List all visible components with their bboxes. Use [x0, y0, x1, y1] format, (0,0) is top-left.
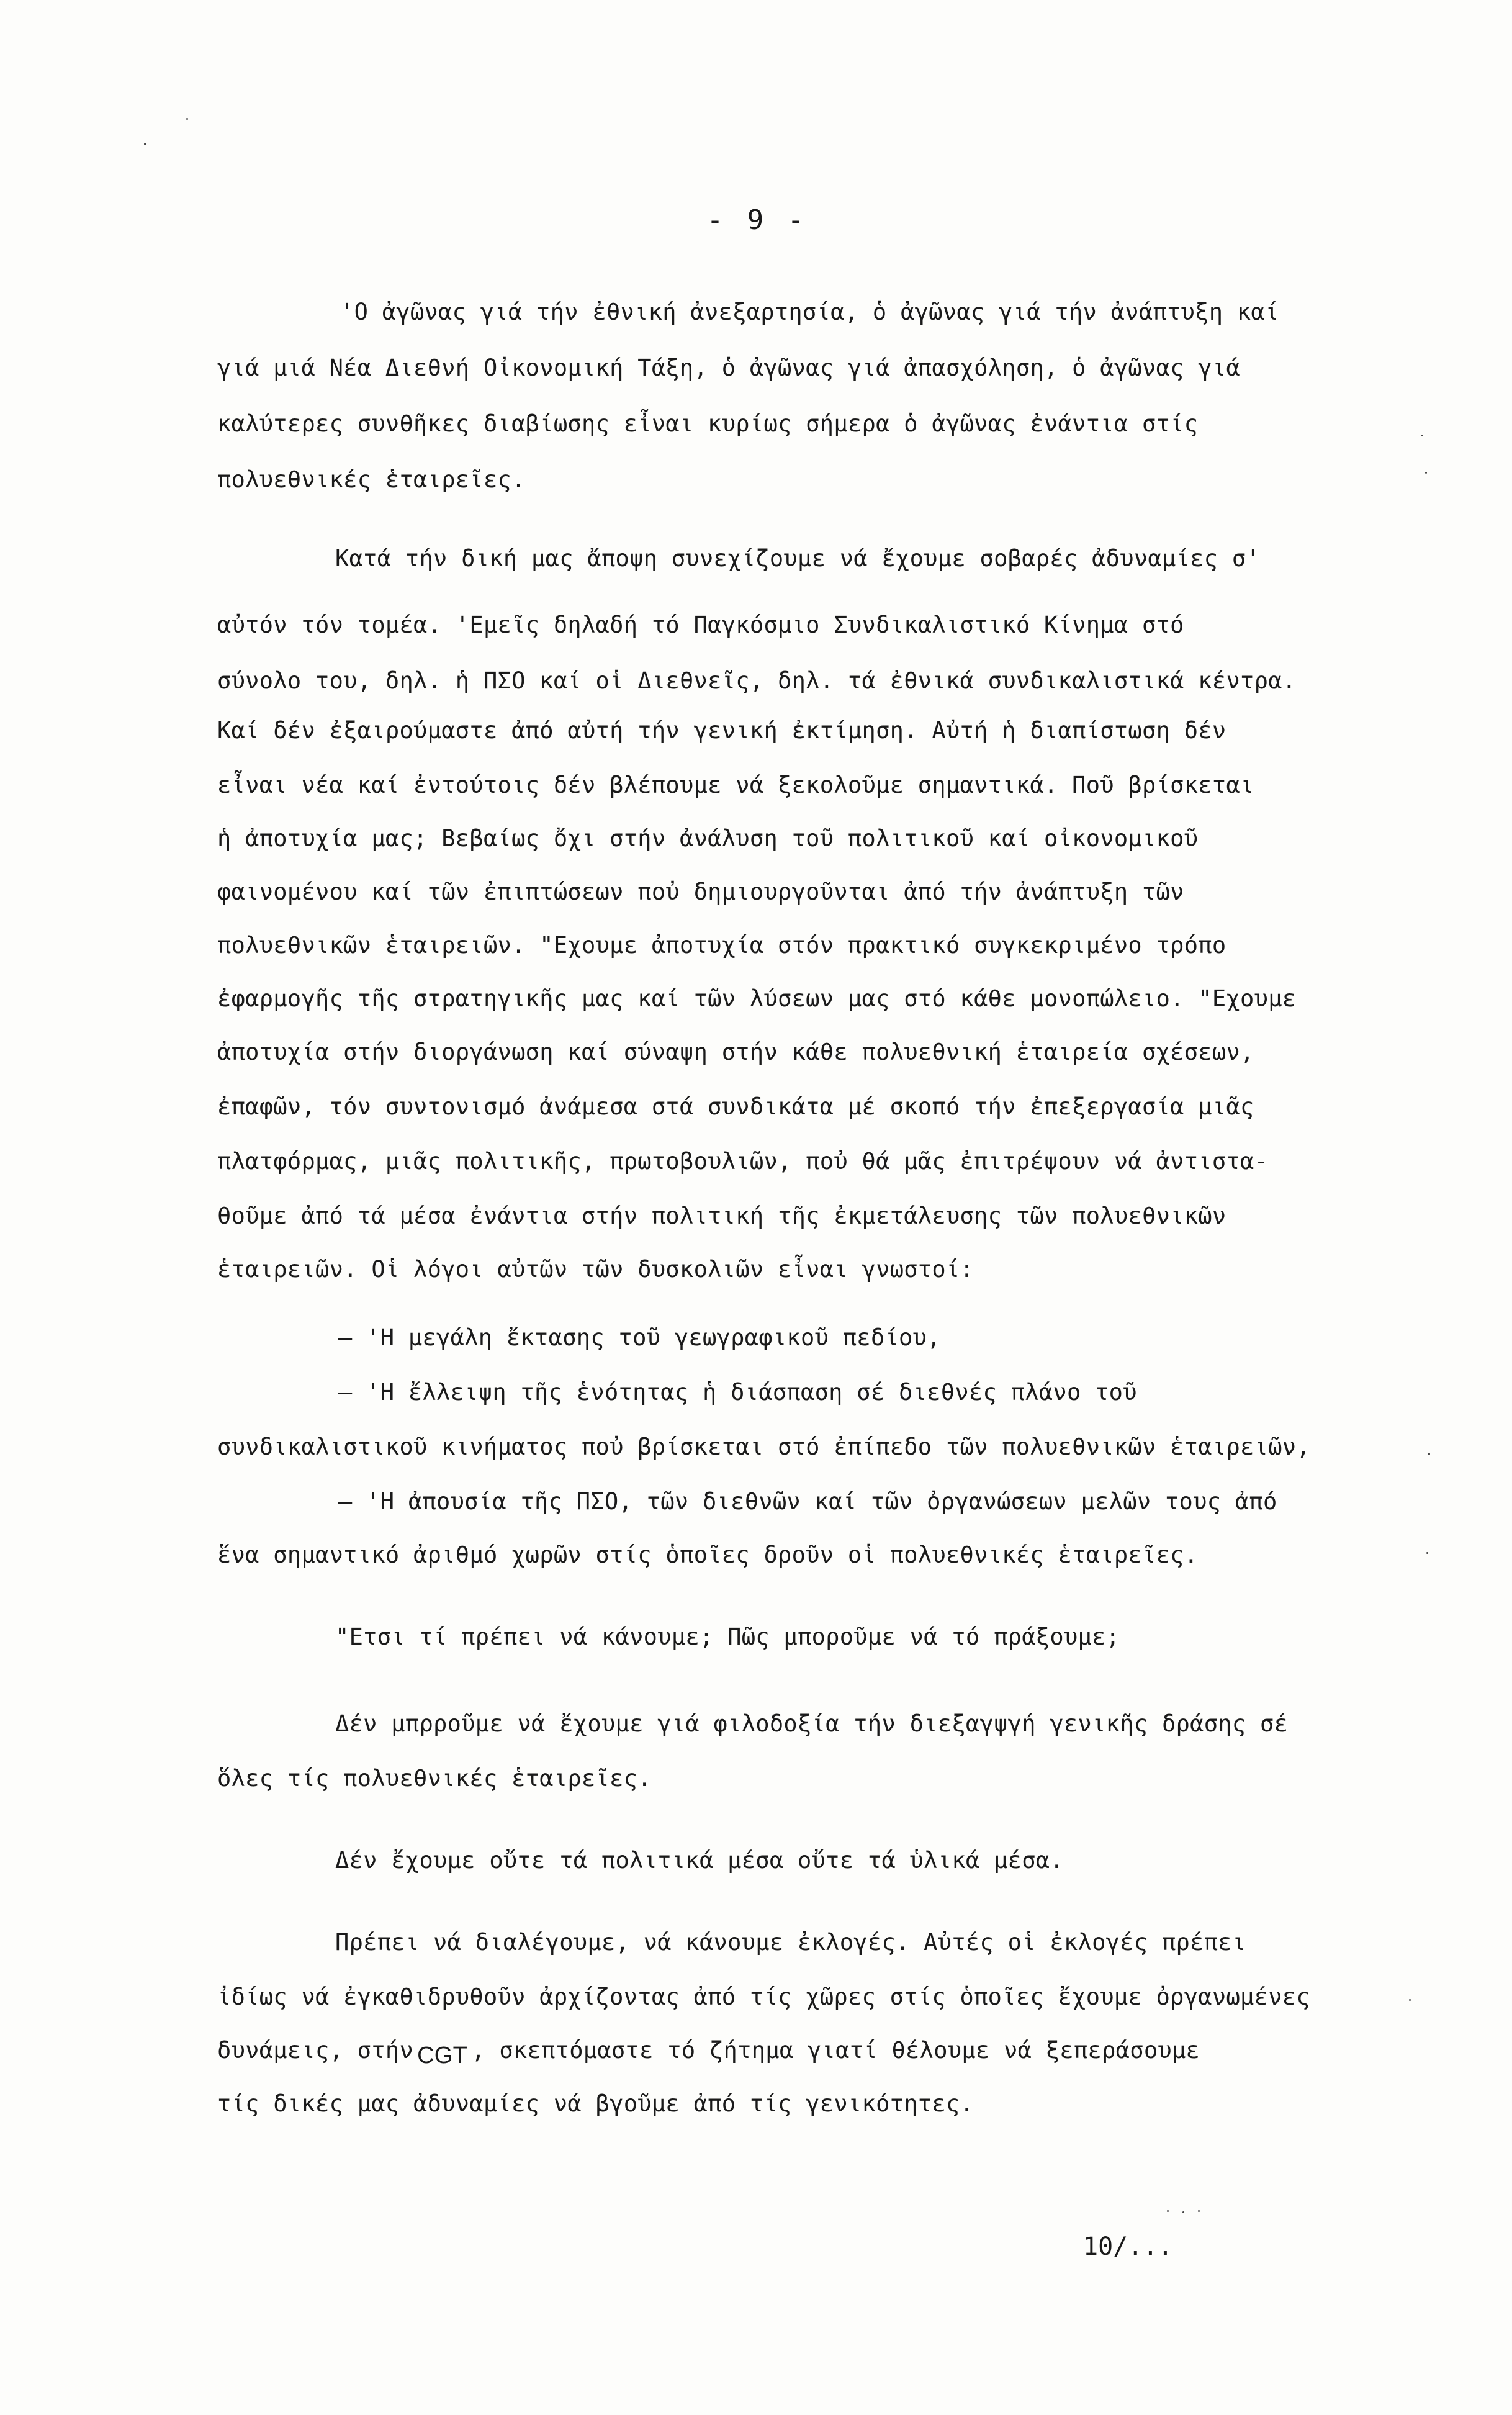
text-line: αὐτόν τόν τομέα. 'Εμεῖς δηλαδή τό Παγκόσμιο Συνδικαλιστικό Κίνημα στό [217, 612, 1184, 638]
text-segment: , σκεπτόμαστε τό ζήτημα γιατί θέλουμε νά ξεπεράσουμε [471, 2037, 1200, 2064]
text-line: πολυεθνικῶν ἑταιρειῶν. "Εχουμε ἀποτυχία στόν πρακτικό συγκεκριμένο τρόπο [217, 932, 1226, 959]
text-line: ἀποτυχία στήν διοργάνωση καί σύναψη στήν κάθε πολυεθνική ἑταιρεία σχέσεων, [217, 1039, 1254, 1065]
text-line: "Ετσι τί πρέπει νά κάνουμε; Πῶς μποροῦμε νά τό πράξουμε; [335, 1623, 1120, 1650]
text-line: Δέν μπρροῦμε νά ἔχουμε γιά φιλοδοξία τήν διεξαγψγή γενικῆς δράσης σέ [335, 1710, 1289, 1737]
text-line: Πρέπει νά διαλέγουμε, νά κάνουμε ἐκλογές. Αὐτές οἱ ἐκλογές πρέπει [335, 1929, 1246, 1956]
continuation-marker: 10/... [1083, 2232, 1173, 2261]
scan-speck [1409, 1999, 1411, 2001]
text-line: ἰδίως νά ἐγκαθιδρυθοῦν ἀρχίζοντας ἀπό τίς χῶρες στίς ὁποῖες ἔχουμε ὀργανωμένες [217, 1984, 1310, 2010]
text-line: 'Ο ἀγῶνας γιά τήν ἐθνική ἀνεξαρτησία, ὁ ἀγῶνας γιά τήν ἀνάπτυξη καί [340, 299, 1279, 325]
scan-speck [1425, 472, 1427, 474]
handwritten-cgt: CGT [417, 2043, 468, 2066]
scan-speck [1182, 2211, 1184, 2213]
list-item: – 'Η ἀπουσία τῆς ΠΣΟ, τῶν διεθνῶν καί τῶν ὀργανώσεων μελῶν τους ἀπό [338, 1488, 1277, 1515]
scan-speck [1421, 435, 1423, 436]
text-line: συνδικαλιστικοῦ κινήματος ποὐ βρίσκεται στό ἐπίπεδο τῶν πολυεθνικῶν ἑταιρειῶν, [217, 1433, 1310, 1460]
text-line: τίς δικές μας ἀδυναμίες νά βγοῦμε ἀπό τίς γενικότητες. [217, 2090, 974, 2117]
text-line: Καί δέν ἐξαιρούμαστε ἀπό αὐτή τήν γενική ἐκτίμηση. Αὐτή ἡ διαπίστωση δέν [217, 717, 1226, 744]
scan-speck [144, 143, 146, 145]
text-line: εἶναι νέα καί ἐντούτοις δέν βλέπουμε νά ξεκολοῦμε σημαντικά. Ποῦ βρίσκεται [217, 772, 1254, 798]
text-line: Κατά τήν δική μας ἄποψη συνεχίζουμε νά ἔχουμε σοβαρές ἀδυναμίες σ' [335, 545, 1261, 572]
scan-speck [1167, 2210, 1169, 2212]
text-line: Δέν ἔχουμε οὔτε τά πολιτικά μέσα οὔτε τά ὑλικά μέσα. [335, 1847, 1064, 1874]
text-line: ἐφαρμογῆς τῆς στρατηγικῆς μας καί τῶν λύσεων μας στό κάθε μονοπώλειο. "Εχουμε [217, 985, 1297, 1012]
text-line: ἑταιρειῶν. Οἱ λόγοι αὐτῶν τῶν δυσκολιῶν εἶναι γνωστοί: [217, 1256, 974, 1283]
scan-speck [1428, 1453, 1430, 1455]
text-line: πολυεθνικές ἑταιρεῖες. [217, 466, 526, 493]
text-line: ἕνα σημαντικό ἀριθμό χωρῶν στίς ὁποῖες δροῦν οἱ πολυεθνικές ἑταιρεῖες. [217, 1542, 1199, 1568]
scan-speck [1198, 2210, 1200, 2212]
text-line: πλατφόρμας, μιᾶς πολιτικῆς, πρωτοβουλιῶν, ποὐ θά μᾶς ἐπιτρέψουν νά ἀντιστα- [217, 1148, 1269, 1175]
text-line: καλύτερες συνθῆκες διαβίωσης εἶναι κυρίως σήμερα ὁ ἀγῶνας ἐνάντια στίς [217, 410, 1199, 437]
text-line: σύνολο του, δηλ. ἡ ΠΣΟ καί οἱ Διεθνεῖς, δηλ. τά ἐθνικά συνδικαλιστικά κέντρα. [217, 667, 1297, 694]
text-line [217, 2035, 1434, 2066]
list-item: – 'Η ἔλλειψη τῆς ἑνότητας ἡ διάσπαση σέ διεθνές πλάνο τοῦ [338, 1379, 1137, 1406]
text-line: ὅλες τίς πολυεθνικές ἑταιρεῖες. [217, 1765, 652, 1792]
text-line: ἐπαφῶν, τόν συντονισμό ἀνάμεσα στά συνδικάτα μέ σκοπό τήν ἐπεξεργασία μιᾶς [217, 1093, 1254, 1120]
scan-speck [1426, 1552, 1428, 1554]
text-line: γιά μιά Νέα Διεθνή Οἰκονομική Τάξη, ὁ ἀγῶνας γιά ἀπασχόληση, ὁ ἀγῶνας γιά [217, 354, 1241, 381]
text-line: φαινομένου καί τῶν ἐπιπτώσεων ποὐ δημιουργοῦνται ἀπό τήν ἀνάπτυξη τῶν [217, 878, 1184, 905]
text-line: θοῦμε ἀπό τά μέσα ἐνάντια στήν πολιτική τῆς ἐκμετάλευσης τῶν πολυεθνικῶν [217, 1203, 1226, 1229]
page-number: - 9 - [706, 204, 808, 236]
text-line: ἡ ἀποτυχία μας; Βεβαίως ὄχι στήν ἀνάλυση τοῦ πολιτικοῦ καί οἰκονομικοῦ [217, 825, 1199, 852]
list-item: – 'Η μεγάλη ἔκτασης τοῦ γεωγραφικοῦ πεδίου, [338, 1324, 941, 1351]
text-segment: δυνάμεις, στήν [217, 2037, 414, 2064]
scan-speck [186, 118, 188, 120]
